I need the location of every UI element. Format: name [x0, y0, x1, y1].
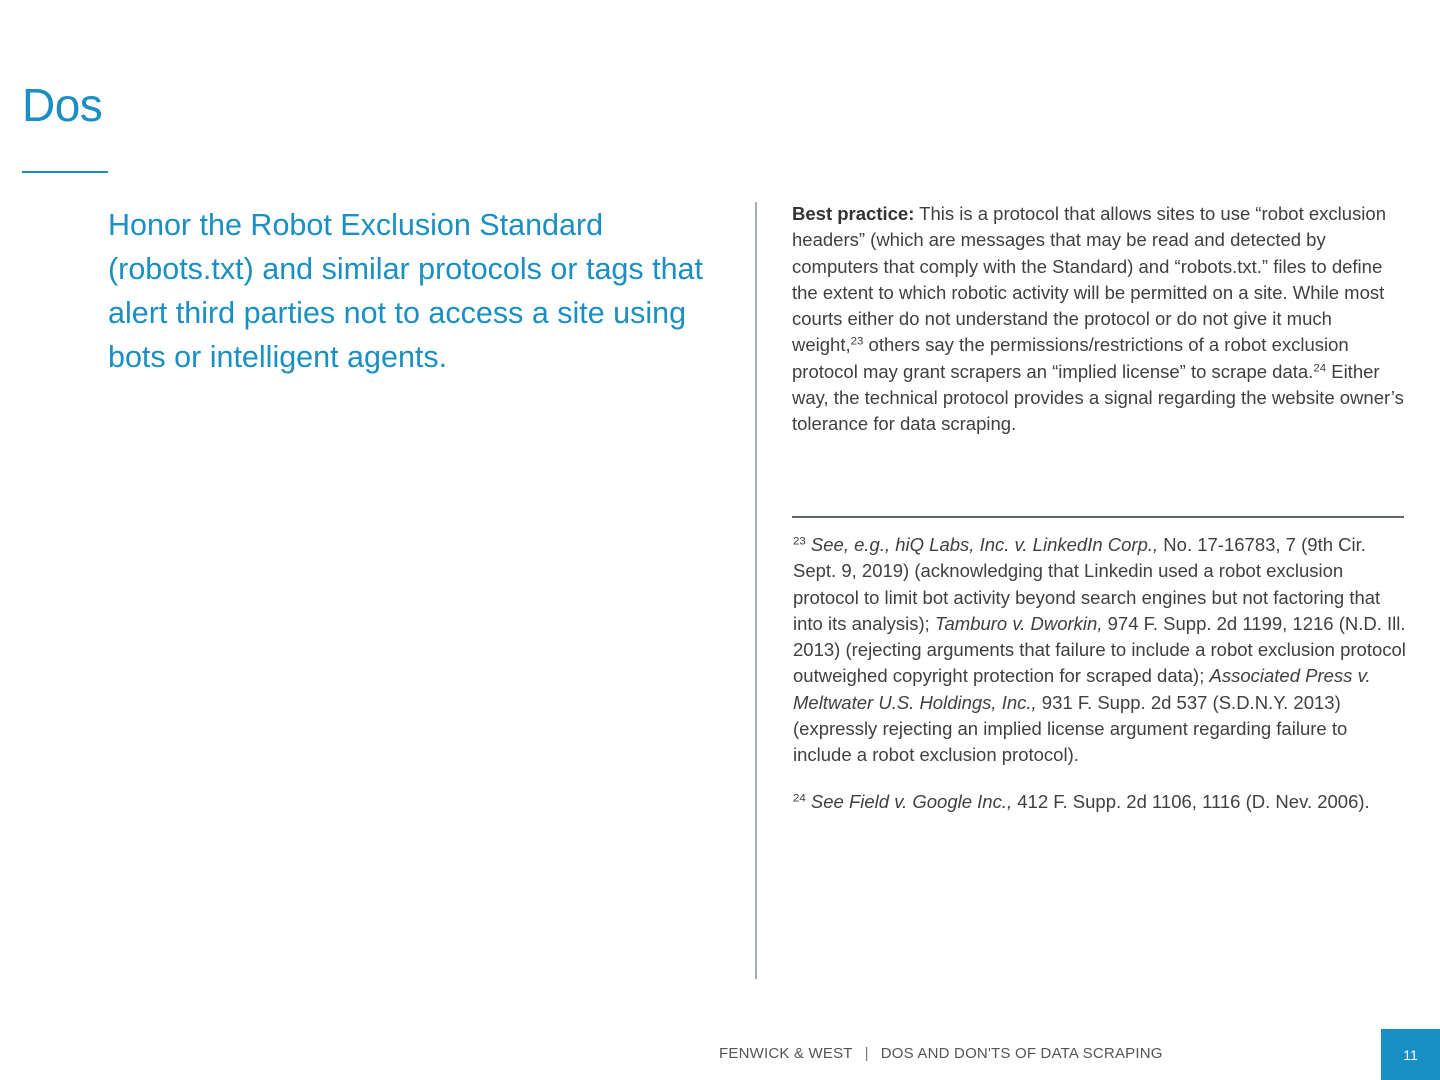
- title-underline: [22, 171, 108, 173]
- footnote-case-italic: Tamburo v. Dworkin,: [934, 612, 1103, 634]
- best-practice-label: Best practice:: [792, 203, 915, 224]
- best-practice-text-2: others say the permissions/restrictions of a robot exclusion protocol may grant scrapers an “implied license” to scrape data.: [792, 334, 1349, 382]
- page-number: 11: [1403, 1046, 1418, 1063]
- footnote-number: 24: [793, 792, 806, 805]
- footer-firm: FENWICK & WEST: [719, 1045, 853, 1062]
- lead-statement: Honor the Robot Exclusion Standard (robots.txt) and similar protocols or tags that alert third parties not to access a site using bots or intelligent agents.: [108, 208, 703, 374]
- footnote-case-italic: Associated Press v. Meltwater U.S. Holdings, Inc.,: [793, 665, 1371, 713]
- best-practice-paragraph: [792, 201, 1406, 438]
- footnote-24: [793, 789, 1407, 815]
- footnote-separator: [792, 516, 1404, 518]
- footnote-text: No. 17-16783, 7 (9th Cir. Sept. 9, 2019) (acknowledging that Linkedin used a robot exclusion protocol to limit bot activity beyond search engines but not factoring that into its analysis);: [793, 534, 1381, 634]
- footnote-number: 23: [793, 535, 806, 548]
- footnotes: [793, 532, 1407, 835]
- footnote-text: 412 F. Supp. 2d 1106, 1116 (D. Nev. 2006).: [1012, 790, 1370, 812]
- footnote-ref-24: 24: [1313, 362, 1327, 375]
- footnote-ref-23: 23: [850, 336, 864, 349]
- column-divider: [755, 202, 757, 979]
- page-number-badge: [1381, 1029, 1440, 1080]
- footer-deck-title: DOS AND DON'TS OF DATA SCRAPING: [880, 1045, 1163, 1062]
- footer-separator: |: [864, 1045, 869, 1062]
- footnote-text: 931 F. Supp. 2d 537 (S.D.N.Y. 2013) (expressly rejecting an implied license argument regarding failure to include a robot exclusion protocol).: [793, 691, 1348, 766]
- best-practice-text-1: This is a protocol that allows sites to use “robot exclusion headers” (which are messages that may be read and detected by computers that comply with the Standard) and “robots.txt.” files to define the extent to which robotic activity will be permitted on a site. While most courts either do not understand the protocol or do not give it much weight,: [792, 203, 1386, 356]
- footer: [719, 1045, 1163, 1062]
- slide-title: Dos: [22, 79, 103, 131]
- footnote-case-italic: See Field v. Google Inc.,: [805, 790, 1013, 812]
- best-practice-text-3: Either way, the technical protocol provides a signal regarding the website owner’s tolerance for data scraping.: [792, 360, 1404, 435]
- footnote-case-italic: See, e.g., hiQ Labs, Inc. v. LinkedIn Corp.,: [805, 534, 1159, 555]
- footnote-23: [793, 532, 1407, 769]
- footnote-text: 974 F. Supp. 2d 1199, 1216 (N.D. Ill. 2013) (rejecting arguments that failure to include a robot exclusion protocol outweighed copyright protection for scraped data);: [793, 612, 1406, 687]
